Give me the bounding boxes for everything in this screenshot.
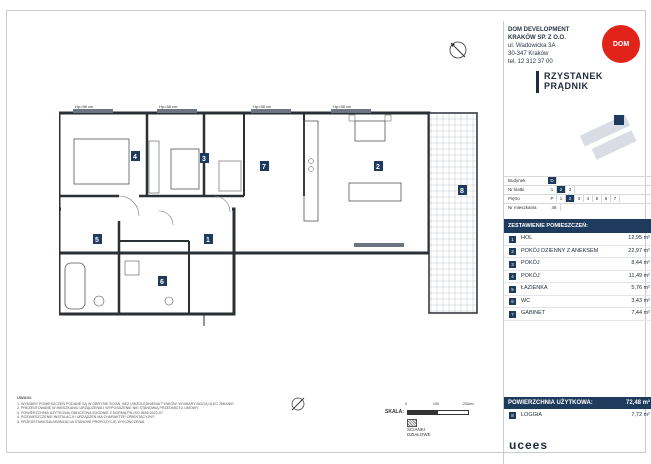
developer-city: 30-347 Kraków xyxy=(508,51,549,57)
svg-text:6: 6 xyxy=(160,279,164,286)
meta-stair: Nr klatki 1 2 3 xyxy=(504,185,651,194)
height-label: Hp=58 cm xyxy=(75,104,94,109)
room-row: 5 ŁAZIENKA 5,76 m² xyxy=(504,283,651,296)
notes xyxy=(17,396,317,425)
note-line: 4. ROZMIESZCZENIE INSTALACJI I URZĄDZEŃ MA CHARAKTER ORIENTACYJNY. xyxy=(17,415,155,420)
note-line: 5. PRZEDSTAWIONA ARANŻACJA STANOWI PROPOZYCJĘ WYKOŃCZENIA. xyxy=(17,419,146,424)
note-line: 2. PREZENTOWANE W MIESZKANIU URZĄDZENIA I WYPOSAŻENIE NIE STANOWIĄ PRZEDMIOTU UMOWY. xyxy=(17,406,199,411)
notes-title: UWAGI: xyxy=(17,395,32,400)
room-row: 1 HOL 12,95 m² xyxy=(504,233,651,246)
scale-bar xyxy=(407,410,469,415)
room-label-7 xyxy=(260,161,269,171)
height-label: Hp=58 cm xyxy=(159,104,178,109)
room-label-8 xyxy=(458,185,467,195)
room-label-4 xyxy=(131,151,140,161)
meta-building: Budynek D xyxy=(504,176,651,185)
room-row: 6 WC 3,43 m² xyxy=(504,296,651,309)
svg-text:7: 7 xyxy=(262,164,266,171)
room-label-5 xyxy=(93,234,102,244)
site-minimap xyxy=(574,105,651,173)
rooms-table xyxy=(504,233,651,321)
room-label-1 xyxy=(204,234,213,244)
developer-name: DOM DEVELOPMENT xyxy=(508,27,570,33)
note-line: 1. WYMIARY POMIESZCZEŃ PODANE SĄ W OBRYSIE ŚCIAN, BEZ UWZGLĘDNIENIA TYNKÓW. WYMIARY MOGĄ ULEC ZMIANIE. xyxy=(17,401,235,406)
plan-sheet xyxy=(6,10,650,453)
meta-unit: Nr mieszkania 46 xyxy=(504,203,651,212)
developer-company: KRAKÓW SP. Z O.O. xyxy=(508,35,566,41)
project-name-line2: PRĄDNIK xyxy=(544,81,589,91)
room-label-2 xyxy=(374,161,383,171)
room-row: 7 GABINET 7,44 m² xyxy=(504,308,651,321)
height-label: Hp=58 cm xyxy=(333,104,352,109)
scale-tick: 200cm xyxy=(463,402,474,406)
svg-text:8: 8 xyxy=(460,188,464,195)
rooms-table-title: ZESTAWIENIE POMIESZCZEŃ: xyxy=(504,219,651,233)
developer-street: ul. Wadowicka 3A xyxy=(508,43,556,49)
info-panel xyxy=(503,21,651,464)
dom-logo: DOM xyxy=(602,25,640,63)
compass-icon xyxy=(447,39,469,61)
developer-phone: tel. 12 312 37 00 xyxy=(508,59,553,65)
project-name-line1: RZYSTANEK xyxy=(544,71,603,81)
svg-text:5: 5 xyxy=(95,237,99,244)
room-row: 4 POKÓJ 11,49 m² xyxy=(504,271,651,284)
loggia-row: 8 LOGGIA 7,72 m² xyxy=(504,410,651,421)
total-area xyxy=(504,397,651,409)
brand-logo: ucees xyxy=(509,438,549,452)
developer-info xyxy=(508,26,569,66)
scale-tick: 0 xyxy=(405,402,407,406)
room-row: 3 POKÓJ 8,44 m² xyxy=(504,258,651,271)
walls-legend: ŚCIANKI DZIAŁOWE xyxy=(407,419,431,437)
svg-text:4: 4 xyxy=(133,154,137,161)
total-area-value: 72,48 m² xyxy=(625,400,650,406)
room-label-3 xyxy=(200,153,209,163)
total-area-label: POWIERZCHNIA UŻYTKOWA: xyxy=(508,400,593,406)
svg-text:3: 3 xyxy=(202,156,206,163)
room-label-6 xyxy=(158,276,167,286)
floor-plan xyxy=(59,101,479,336)
note-line: 3. POWIERZCHNIA UŻYTKOWA OBLICZONA ZGODNIE Z NORMĄ PN-ISO 9836:2022-07. xyxy=(17,410,164,415)
project-logo xyxy=(544,71,603,91)
meta-floor: Piętro P 1 2 3 4 5 6 7 xyxy=(504,194,651,203)
scale-tick: 100 xyxy=(433,402,439,406)
room-row: 2 POKÓJ DZIENNY Z ANEKSEM 22,97 m² xyxy=(504,246,651,259)
svg-text:1: 1 xyxy=(206,237,210,244)
svg-text:2: 2 xyxy=(376,164,380,171)
height-label: Hp=58 cm xyxy=(253,104,272,109)
scale-label: SKALA: xyxy=(385,409,404,415)
